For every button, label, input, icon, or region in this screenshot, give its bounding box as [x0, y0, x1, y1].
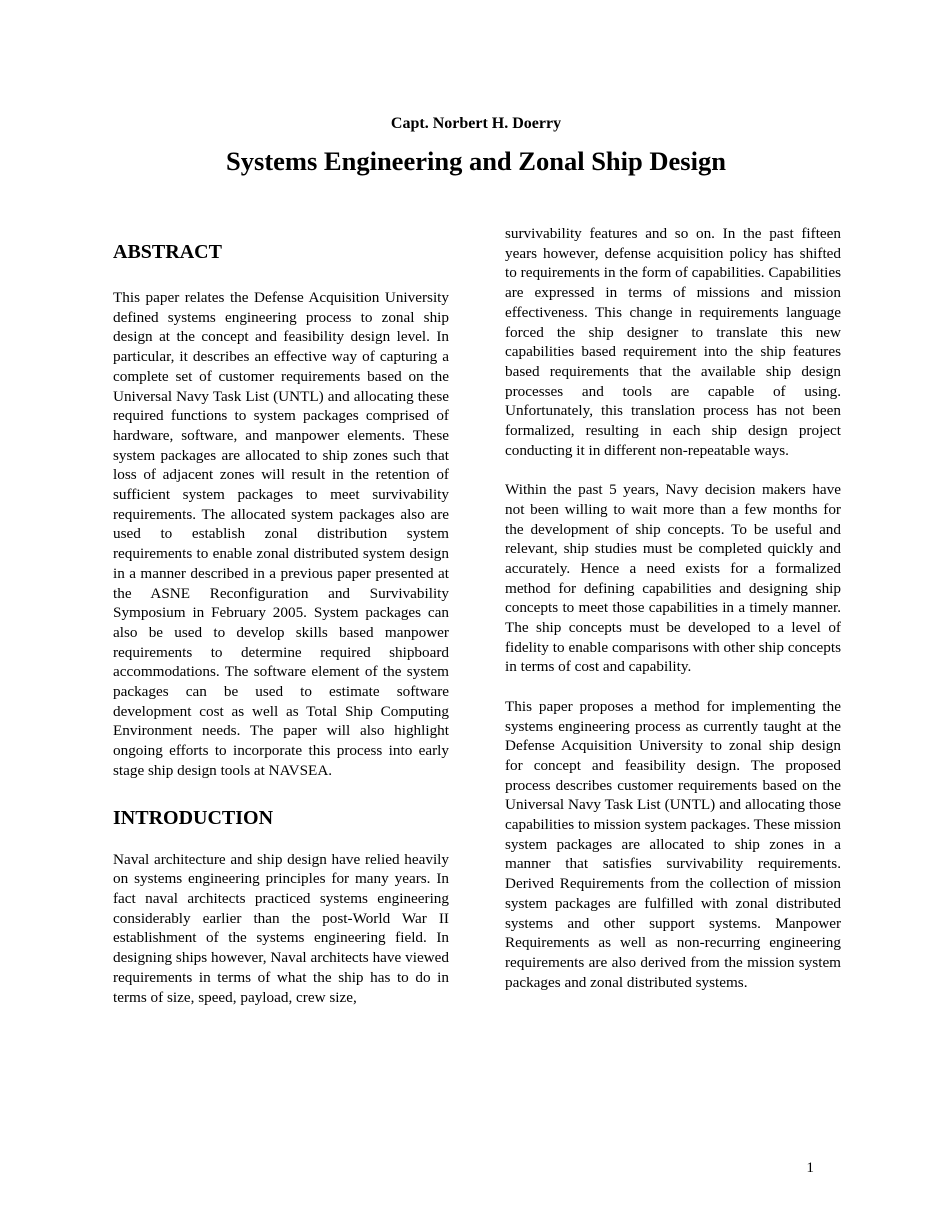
paper-title: Systems Engineering and Zonal Ship Design	[226, 146, 726, 176]
page-number: 1	[806, 1159, 814, 1176]
right-column	[505, 224, 841, 992]
abstract-paragraph: This paper relates the Defense Acquisition University defined systems engineering process to zonal ship design at the concept and feasibility design level. In particular, it describes an effective way of capturing a complete set of customer requirements based on the Universal Navy Task List (UNTL) and allocating these required functions to system packages comprised of hardware, software, and manpower elements. These system packages are allocated to ship zones such that loss of adjacent zones will result in the retention of sufficient system packages to meet survivability requirements. The allocated system packages also are used to establish zonal distribution system requirements to enable zonal distributed system design in a manner described in a previous paper presented at the ASNE Reconfiguration and Survivability Symposium in February 2005. System packages can also be used to develop skills based manpower requirements to determine required shipboard accommodations. The software element of the system packages can be used to estimate software development cost as well as Total Ship Computing Environment needs. The paper will also highlight ongoing efforts to incorporate this process into early stage ship design tools at NAVSEA.	[113, 289, 449, 779]
author-name: Capt. Norbert H. Doerry	[390, 115, 562, 132]
introduction-paragraph: Naval architecture and ship design have relied heavily on systems engineering principles for many years. In fact naval architects practiced systems engineering considerably earlier than the post-World War II establishment of the systems engineering field. In designing ships however, Naval architects have viewed requirements in terms of what the ship has to do in terms of size, speed, payload, crew size,	[113, 850, 449, 1006]
body-paragraph: This paper proposes a method for implementing the systems engineering process as currently taught at the Defense Acquisition University to zonal ship design for concept and feasibility design. The proposed process describes customer requirements based on the Universal Navy Task List (UNTL) and allocating those capabilities to mission system packages. These mission system packages are allocated to ship zones in a manner that satisfies survivability requirements. Derived Requirements from the collection of mission system packages are fulfilled with zonal distributed systems and other support systems. Manpower Requirements as well as non-recurring engineering requirements are also derived from the mission system packages and zonal distributed systems.	[505, 697, 841, 991]
abstract-heading: ABSTRACT	[113, 241, 222, 263]
introduction-heading: INTRODUCTION	[113, 806, 274, 829]
body-paragraph: survivability features and so on. In the past fifteen years however, defense acquisition policy has shifted to requirements in the form of capabilities. Capabilities are expressed in terms of missions and mission effectiveness. This change in requirements language forced the ship designer to translate this new capabilities based requirement into the ship features based requirements that the available ship design processes and tools are capable of using. Unfortunately, this translation process has not been formalized, resulting in each ship design project conducting it in different non-repeatable ways.	[505, 225, 841, 459]
left-column	[113, 224, 449, 1007]
body-paragraph: Within the past 5 years, Navy decision makers have not been willing to wait more than a few months for the development of ship concepts. To be useful and relevant, ship studies must be completed quickly and accurately. Hence a need exists for a formalized method for defining capabilities and designing ship concepts to meet those capabilities in a timely manner. The ship concepts must be developed to a level of fidelity to enable comparisons with other ship concepts in terms of cost and capability.	[505, 481, 841, 676]
